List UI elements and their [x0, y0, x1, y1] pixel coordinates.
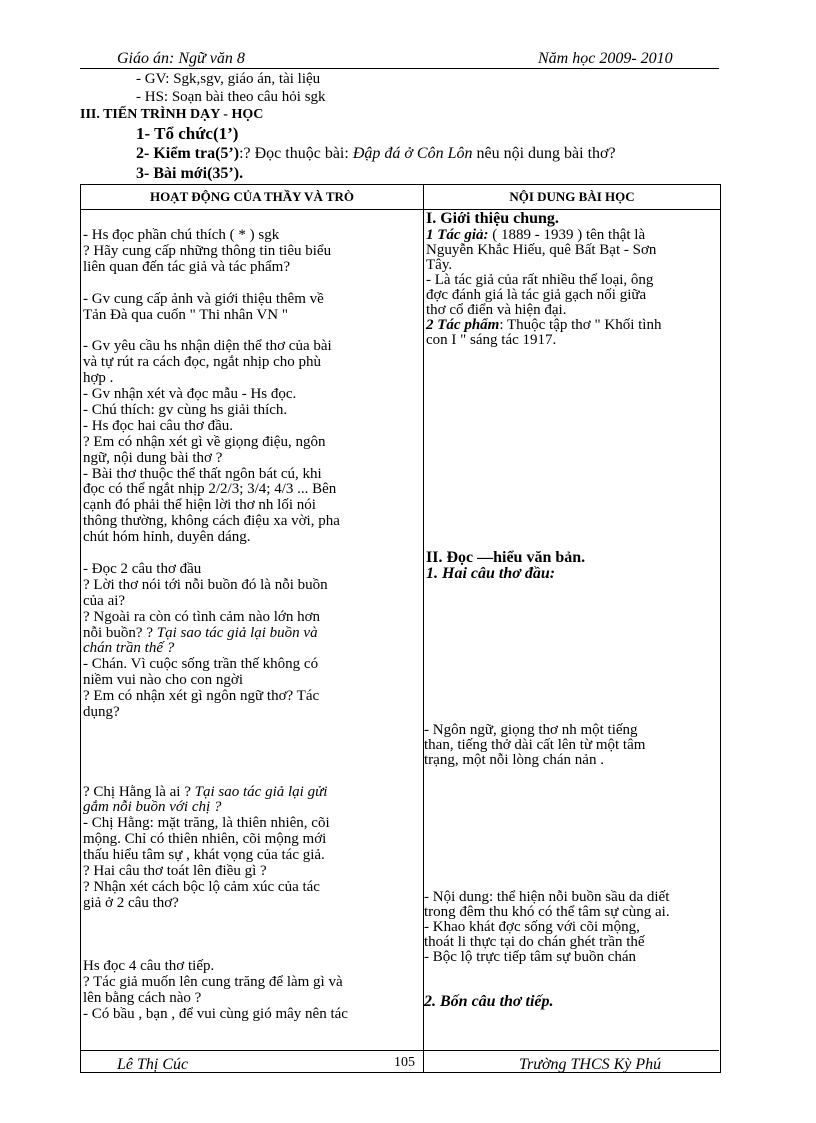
activity-line [83, 800, 221, 815]
activity-line: ? Hai câu thơ toát lên điều gì ? [83, 863, 267, 879]
activity-line: - Gv yêu cầu hs nhận diện thể thơ của bài [83, 338, 332, 355]
footer-school: Trường THCS Kỳ Phú [519, 1056, 662, 1073]
author-line-1 [426, 228, 645, 243]
author-line-4: - Là tác giả của rất nhiều thể loại, ông [426, 272, 654, 288]
italic-question: Tại sao tác giả lại buồn và [156, 624, 318, 641]
header-rule [80, 68, 719, 69]
activity-line: ? Chị Hằng là ai ? Tại sao tác giả lại gửi [83, 783, 328, 800]
content-line-1: - Nội dung: thể hiện nỗi buồn sầu da diết [424, 889, 670, 905]
lang-line-1: - Ngôn ngữ, giọng thơ nh một tiếng [424, 722, 638, 738]
new-lesson-heading: 3- Bài mới(35’). [136, 165, 244, 182]
italic-question: Tại sao tác giả lại gửi [194, 783, 328, 800]
activity-line: đọc có thể ngắt nhịp 2/2/3; 3/4; 4/3 ... Bên [83, 481, 337, 498]
content-line-5: - Bộc lộ trực tiếp tâm sự buồn chán [424, 949, 637, 965]
activity-line: dụng? [83, 704, 120, 720]
prep-hs: - HS: Soạn bài theo câu hỏi sgk [136, 89, 326, 105]
activity-line: - Có bầu , bạn , để vui cùng gió mây nên tác [83, 1006, 348, 1023]
footer-rule [80, 1050, 719, 1051]
activity-line: ? Nhận xét cách bộc lộ cảm xúc của tác [83, 878, 320, 895]
activities-cell [81, 210, 424, 1073]
italic-question: gắm nỗi buồn với chị ? [83, 799, 222, 816]
author-label: 1 Tác giả: [426, 227, 489, 243]
lang-line-3: trạng, một nỗi lòng chán nản . [424, 752, 604, 768]
activity-line: ? Lời thơ nói tới nỗi buồn đó là nỗi buồn [83, 576, 328, 593]
col-header-activities: HOẠT ĐỘNG CỦA THẦY VÀ TRÒ [81, 185, 424, 210]
activity-line: - Bài thơ thuộc thể thất ngôn bát cú, khi [83, 465, 322, 482]
activity-line: - Chán. Vì cuộc sống trần thế không có [83, 656, 319, 673]
check-poem: Đập đá ở Côn Lôn [352, 145, 473, 162]
header-right: Năm học 2009- 2010 [538, 50, 673, 67]
activity-line: ? Em có nhận xét gì về giọng điệu, ngôn [83, 433, 326, 450]
work-label: 2 Tác phẩm [426, 317, 500, 333]
activity-line: thấu hiểu tâm sự , khát vọng của tác giả. [83, 847, 325, 864]
check-line [136, 145, 616, 163]
activity-line: - Chú thích: gv cùng hs giải thích. [83, 401, 288, 418]
activity-line: mộng. Chỉ có thiên nhiên, cõi mộng mới [83, 831, 327, 848]
activity-line: ? Ngoài ra còn có tình cảm nào lớn hơn [83, 608, 321, 625]
author-line-2: Nguyễn Khắc Hiếu, quê Bất Bạt - Sơn [426, 242, 657, 258]
intro-title: I. Giới thiệu chung. [426, 210, 559, 227]
activity-line: - Hs đọc phần chú thích ( * ) sgk [83, 227, 280, 243]
activity-line: - Gv cung cấp ảnh và giới thiệu thêm về [83, 290, 324, 307]
work-text-1: : Thuộc tập thơ " Khối tình [499, 317, 662, 333]
section-title: III. TIẾN TRÌNH DẠY - HỌC [80, 107, 264, 122]
prep-gv: - GV: Sgk,sgv, giáo án, tài liệu [136, 71, 321, 87]
check-label: 2- Kiểm tra(5’) [136, 145, 240, 162]
content-line-2: trong đêm thu khó có thể tâm sự cùng ai. [424, 904, 670, 920]
activity-line: hợp . [83, 370, 114, 387]
activity-line: chút hóm hỉnh, duyên dáng. [83, 529, 251, 546]
header-left: Giáo án: Ngữ văn 8 [117, 50, 245, 67]
activity-line: Tản Đà qua cuốn " Thi nhân VN " [83, 306, 288, 323]
page-number: 105 [394, 1055, 415, 1070]
author-line-5: đợc đánh giá là tác giả gạch nối giữa [426, 287, 647, 303]
activity-line: cạnh đó phải thể hiện lời thơ nh lối nói [83, 497, 316, 514]
italic-question: chán trần thế ? [83, 640, 175, 657]
work-line-1 [426, 318, 661, 333]
work-line-2: con I " sáng tác 1917. [426, 332, 557, 348]
activity-line: lên bằng cách nào ? [83, 990, 202, 1007]
activity-line: liên quan đến tác giả và tác phẩm? [83, 258, 290, 275]
activity-line: ? Hãy cung cấp những thông tin tiêu biểu [83, 242, 332, 259]
content-line-3: - Khao khát đợc sống với cõi mộng, [424, 919, 640, 935]
activity-line: ? Em có nhận xét gì ngôn ngữ thơ? Tác [83, 688, 320, 705]
content-cell [424, 210, 721, 1073]
activity-line: niềm vui nào cho con ngời [83, 672, 243, 689]
read-subtitle: 1. Hai câu thơ đầu: [426, 565, 556, 582]
activity-line: - Gv nhận xét và đọc mẫu - Hs đọc. [83, 386, 297, 402]
activity-line: Hs đọc 4 câu thơ tiếp. [83, 958, 215, 975]
activity-line [83, 641, 174, 656]
activity-line: và tự rút ra cách đọc, ngắt nhịp cho phù [83, 354, 322, 371]
activity-line: - Hs đọc hai câu thơ đầu. [83, 417, 233, 434]
activities-text [81, 210, 423, 1072]
activity-line: giả ở 2 câu thơ? [83, 894, 179, 911]
activity-line: ? Tác giả muốn lên cung trăng để làm gì và [83, 974, 343, 991]
lesson-table [80, 184, 721, 1073]
activity-line: - Đọc 2 câu thơ đầu [83, 560, 202, 577]
activity-line: - Chị Hằng: mặt trăng, là thiên nhiên, cõi [83, 815, 330, 832]
activity-line: thông thường, không cách điệu xa vời, pha [83, 513, 340, 530]
org-heading: 1- Tổ chức(1’) [136, 124, 239, 143]
footer-author: Lê Thị Cúc [117, 1056, 189, 1073]
content-line-4: thoát li thực tại do chán ghét trần thế [424, 934, 645, 950]
four-lines-title: 2. Bốn câu thơ tiếp. [424, 993, 554, 1010]
check-tail: nêu nội dung bài thơ? [472, 145, 616, 162]
check-text: :? Đọc thuộc bài: [239, 145, 353, 162]
author-text-1: ( 1889 - 1939 ) tên thật là [488, 227, 646, 243]
read-title: II. Đọc —hiểu văn bản. [426, 549, 586, 566]
activity-line: nỗi buồn? ? Tại sao tác giả lại buồn và [83, 624, 318, 641]
author-line-3: Tây. [426, 257, 453, 273]
lang-line-2: than, tiếng thở dài cất lên từ một tâm [424, 737, 646, 753]
activity-line: của ai? [83, 592, 126, 609]
author-line-6: thơ cổ điển và hiện đại. [426, 302, 567, 318]
content-text [424, 210, 720, 1072]
activity-line: ngữ, nội dung bài thơ ? [83, 449, 223, 466]
col-header-content: NỘI DUNG BÀI HỌC [424, 185, 721, 210]
